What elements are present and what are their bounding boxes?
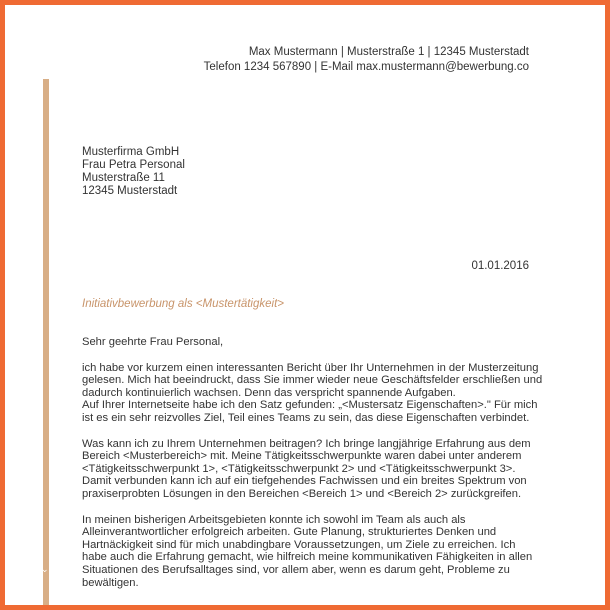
sender-block	[204, 45, 529, 75]
text-line: Bereich <Musterbereich> mit. Meine Tätigkeitsschwerpunkte waren dabei unter anderem	[82, 450, 522, 463]
paragraph	[82, 362, 542, 425]
letter-date: 01.01.2016	[471, 260, 529, 272]
sender-contact: Telefon 1234 567890 | E-Mail max.mustermann@bewerbung.co	[203, 61, 529, 73]
text-line: Damit verbunden kann ich auf ein tiefgehendes Fachwissen und ein breites Spektrum von	[82, 475, 527, 488]
chevron-down-icon: ⌄	[41, 565, 49, 575]
text-line: dadurch kontinuierlich wachsen. Denn das verspricht spannende Aufgaben.	[82, 386, 456, 399]
recipient-street: Musterstraße 11	[82, 172, 165, 184]
accent-bar	[43, 79, 49, 610]
text-line: ich habe vor kurzem einen interessanten Bericht über Ihr Unternehmen in der Musterzeitung	[82, 361, 539, 374]
text-line: habe auch die Erfahrung gemacht, wie hilfreich meine kommunikativen Fähigkeiten in allen	[82, 551, 533, 564]
text-line: Situationen des Berufsalltages sind, vor allem aber, wenn es darum geht, Probleme zu	[82, 563, 510, 576]
text-line: <Tätigkeitsschwerpunkt 1>, <Tätigkeitsschwerpunkt 2> und <Tätigkeitsschwerpunkt 3>.	[82, 462, 516, 475]
text-line: praxiserprobten Lösungen in den Bereichen <Bereich 1> und <Bereich 2> zurückgreifen.	[82, 487, 522, 500]
sender-address: Max Mustermann | Musterstraße 1 | 12345 Musterstadt	[248, 46, 529, 58]
recipient-block	[82, 146, 185, 198]
text-line: In meinen bisherigen Arbeitsgebieten konnte ich sowohl im Team als auch als	[82, 513, 466, 526]
text-line: Was kann ich zu Ihrem Unternehmen beitragen? Ich bringe langjährige Erfahrung aus dem	[82, 437, 531, 450]
recipient-city: 12345 Musterstadt	[82, 185, 178, 197]
recipient-company: Musterfirma GmbH	[82, 146, 180, 158]
text-line: Hartnäckigkeit sind für mich unabdingbare Voraussetzungen, um Ziele zu erreichen. Ich	[82, 538, 516, 551]
text-line: ist es ein sehr reizvolles Ziel, Teil eines Teams zu sein, das diese Eigenschaften verbindet.	[82, 411, 530, 424]
salutation: Sehr geehrte Frau Personal,	[82, 336, 224, 348]
paragraph	[82, 514, 542, 590]
text-line: gelesen. Mich hat beeindruckt, dass Sie immer wieder neue Geschäftsfelder erschließen und	[82, 374, 543, 387]
text-line: bewältigen.	[82, 576, 139, 589]
text-line: Alleinverantwortlicher erfolgreich arbeiten. Gute Planung, strukturiertes Denken und	[82, 526, 497, 539]
recipient-name: Frau Petra Personal	[82, 159, 185, 171]
paragraph	[82, 438, 542, 501]
text-line: Auf Ihrer Internetseite habe ich den Satz gefunden: „<Mustersatz Eigenschaften>." Für mich	[82, 399, 538, 412]
letter-subject: Initiativbewerbung als <Mustertätigkeit>	[82, 298, 284, 310]
letter-body	[82, 336, 542, 602]
